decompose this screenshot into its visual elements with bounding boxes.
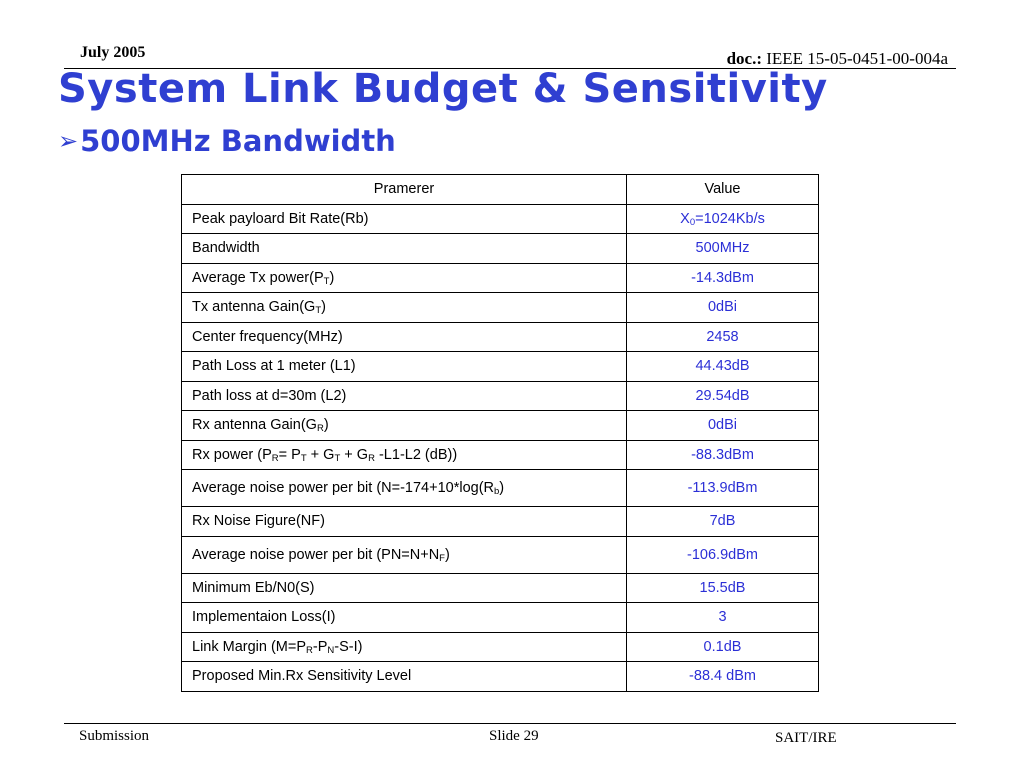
slide-title: System Link Budget & Sensitivity xyxy=(58,66,828,112)
param-cell: Average Tx $power(P_T)$ xyxy=(182,263,627,293)
table-row xyxy=(182,381,819,411)
table-row xyxy=(182,536,819,573)
value-cell: 0dBi xyxy=(627,411,819,441)
param-cell: Path Loss at 1 meter (L1) xyxy=(182,352,627,382)
footer-slide-number: Slide 29 xyxy=(489,728,539,744)
table-row xyxy=(182,573,819,603)
table-row xyxy=(182,263,819,293)
param-cell: Peak payloard Bit Rate(Rb) xyxy=(182,204,627,234)
value-cell: 29.54dB xyxy=(627,381,819,411)
table-header-row xyxy=(182,175,819,205)
value-cell: 2458 xyxy=(627,322,819,352)
value-cell: -14.3dBm xyxy=(627,263,819,293)
table-row xyxy=(182,440,819,470)
table-row xyxy=(182,632,819,662)
doc-id: IEEE 15-05-0451-00-004a xyxy=(766,49,948,68)
header-date: July 2005 xyxy=(80,44,146,61)
value-cell: 15.5dB xyxy=(627,573,819,603)
table-row xyxy=(182,234,819,264)
param-cell: Rx antenna $Gain(G_R)$ xyxy=(182,411,627,441)
value-cell: -106.9dBm xyxy=(627,536,819,573)
value-cell: 3 xyxy=(627,603,819,633)
value-cell: 0.1dB xyxy=(627,632,819,662)
table-row xyxy=(182,293,819,323)
param-cell: Average noise power per bit $(PN=N+N_F)$ xyxy=(182,536,627,573)
value-cell: 44.43dB xyxy=(627,352,819,382)
table-row xyxy=(182,411,819,441)
param-cell: Bandwidth xyxy=(182,234,627,264)
table-row xyxy=(182,204,819,234)
link-budget-table xyxy=(181,174,819,692)
param-cell: Implementaion Loss(I) xyxy=(182,603,627,633)
value-cell: 7dB xyxy=(627,507,819,537)
table-row xyxy=(182,507,819,537)
value-cell: $X_0=1024Kb/s$ xyxy=(627,204,819,234)
value-cell: -88.3dBm xyxy=(627,440,819,470)
value-cell: -88.4 dBm xyxy=(627,662,819,692)
param-cell: Path loss at d=30m (L2) xyxy=(182,381,627,411)
value-cell: -113.9dBm xyxy=(627,470,819,507)
column-header-parameter: Pramerer xyxy=(182,175,627,205)
param-cell: Minimum Eb/N0(S) xyxy=(182,573,627,603)
arrow-bullet-icon: ➢ xyxy=(58,127,79,155)
param-cell: Rx power ($P_R= P_T + G_T + G_R$ -L1-L2 (dB)) xyxy=(182,440,627,470)
footer-submission: Submission xyxy=(79,728,150,744)
param-cell: Rx Noise Figure(NF) xyxy=(182,507,627,537)
table-row xyxy=(182,662,819,692)
param-cell: Link Margin $(M=P_R-P_N-S-I)$ xyxy=(182,632,627,662)
footer-organization: SAIT/IRE xyxy=(775,730,837,746)
doc-label: doc.: xyxy=(726,49,762,68)
param-cell: Tx antenna $Gain(G_T)$ xyxy=(182,293,627,323)
column-header-value: Value xyxy=(627,175,819,205)
param-cell: Proposed Min.Rx Sensitivity Level xyxy=(182,662,627,692)
table-row xyxy=(182,322,819,352)
slide-subtitle xyxy=(58,124,396,158)
value-cell: 500MHz xyxy=(627,234,819,264)
footer-rule xyxy=(64,723,956,724)
param-cell: Average noise power per bit ($N=-174+10*\log(R_b)$ xyxy=(182,470,627,507)
table-row xyxy=(182,470,819,507)
table-row xyxy=(182,352,819,382)
value-cell: 0dBi xyxy=(627,293,819,323)
table-row xyxy=(182,603,819,633)
subtitle-text: 500MHz Bandwidth xyxy=(80,124,396,158)
param-cell: Center frequency(MHz) xyxy=(182,322,627,352)
